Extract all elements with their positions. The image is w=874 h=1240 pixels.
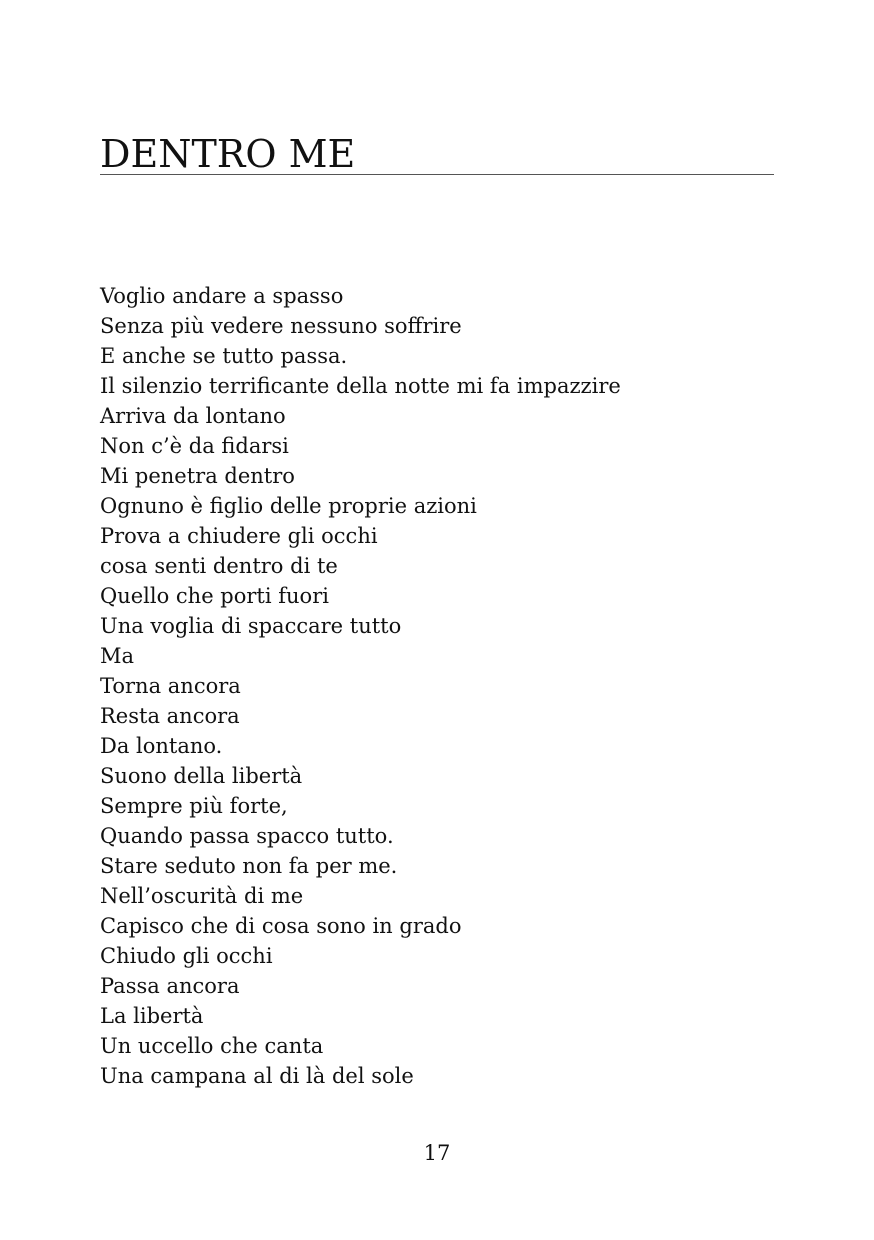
poem-line: Resta ancora (100, 704, 240, 728)
poem-line: cosa senti dentro di te (100, 554, 338, 578)
poem-line: Passa ancora (100, 974, 240, 998)
poem-line: Ma (100, 644, 135, 668)
poem-line: Una campana al di là del sole (100, 1064, 414, 1088)
poem-line: Nell’oscurità di me (100, 884, 304, 908)
poem-line: Arriva da lontano (100, 404, 286, 428)
poem-line: E anche se tutto passa. (100, 344, 348, 368)
poem-body (100, 281, 621, 1091)
poem-line: Stare seduto non fa per me. (100, 854, 398, 878)
poem-line: Il silenzio terrificante della notte mi fa impazzire (100, 374, 621, 398)
poem-line: Prova a chiudere gli occhi (100, 524, 378, 548)
poem-line: Suono della libertà (100, 764, 303, 788)
poem-line: Quello che porti fuori (100, 584, 329, 608)
poem-line: Un uccello che canta (100, 1034, 324, 1058)
poem-line: Mi penetra dentro (100, 464, 295, 488)
poem-line: Senza più vedere nessuno soffrire (100, 314, 462, 338)
poem-line: La libertà (100, 1004, 204, 1028)
poem-line: Una voglia di spaccare tutto (100, 614, 402, 638)
poem-line: Ognuno è figlio delle proprie azioni (100, 494, 477, 518)
title-divider (100, 174, 774, 175)
poem-line: Quando passa spacco tutto. (100, 824, 394, 848)
page-title: DENTRO ME (100, 132, 356, 176)
poem-line: Sempre più forte, (100, 794, 288, 818)
poem-line: Voglio andare a spasso (100, 284, 344, 308)
poem-line: Chiudo gli occhi (100, 944, 273, 968)
poem-line: Capisco che di cosa sono in grado (100, 914, 462, 938)
poem-line: Torna ancora (100, 674, 241, 698)
poem-line: Da lontano. (100, 734, 223, 758)
poem-line: Non c’è da fidarsi (100, 434, 289, 458)
page-number: 17 (423, 1141, 451, 1165)
